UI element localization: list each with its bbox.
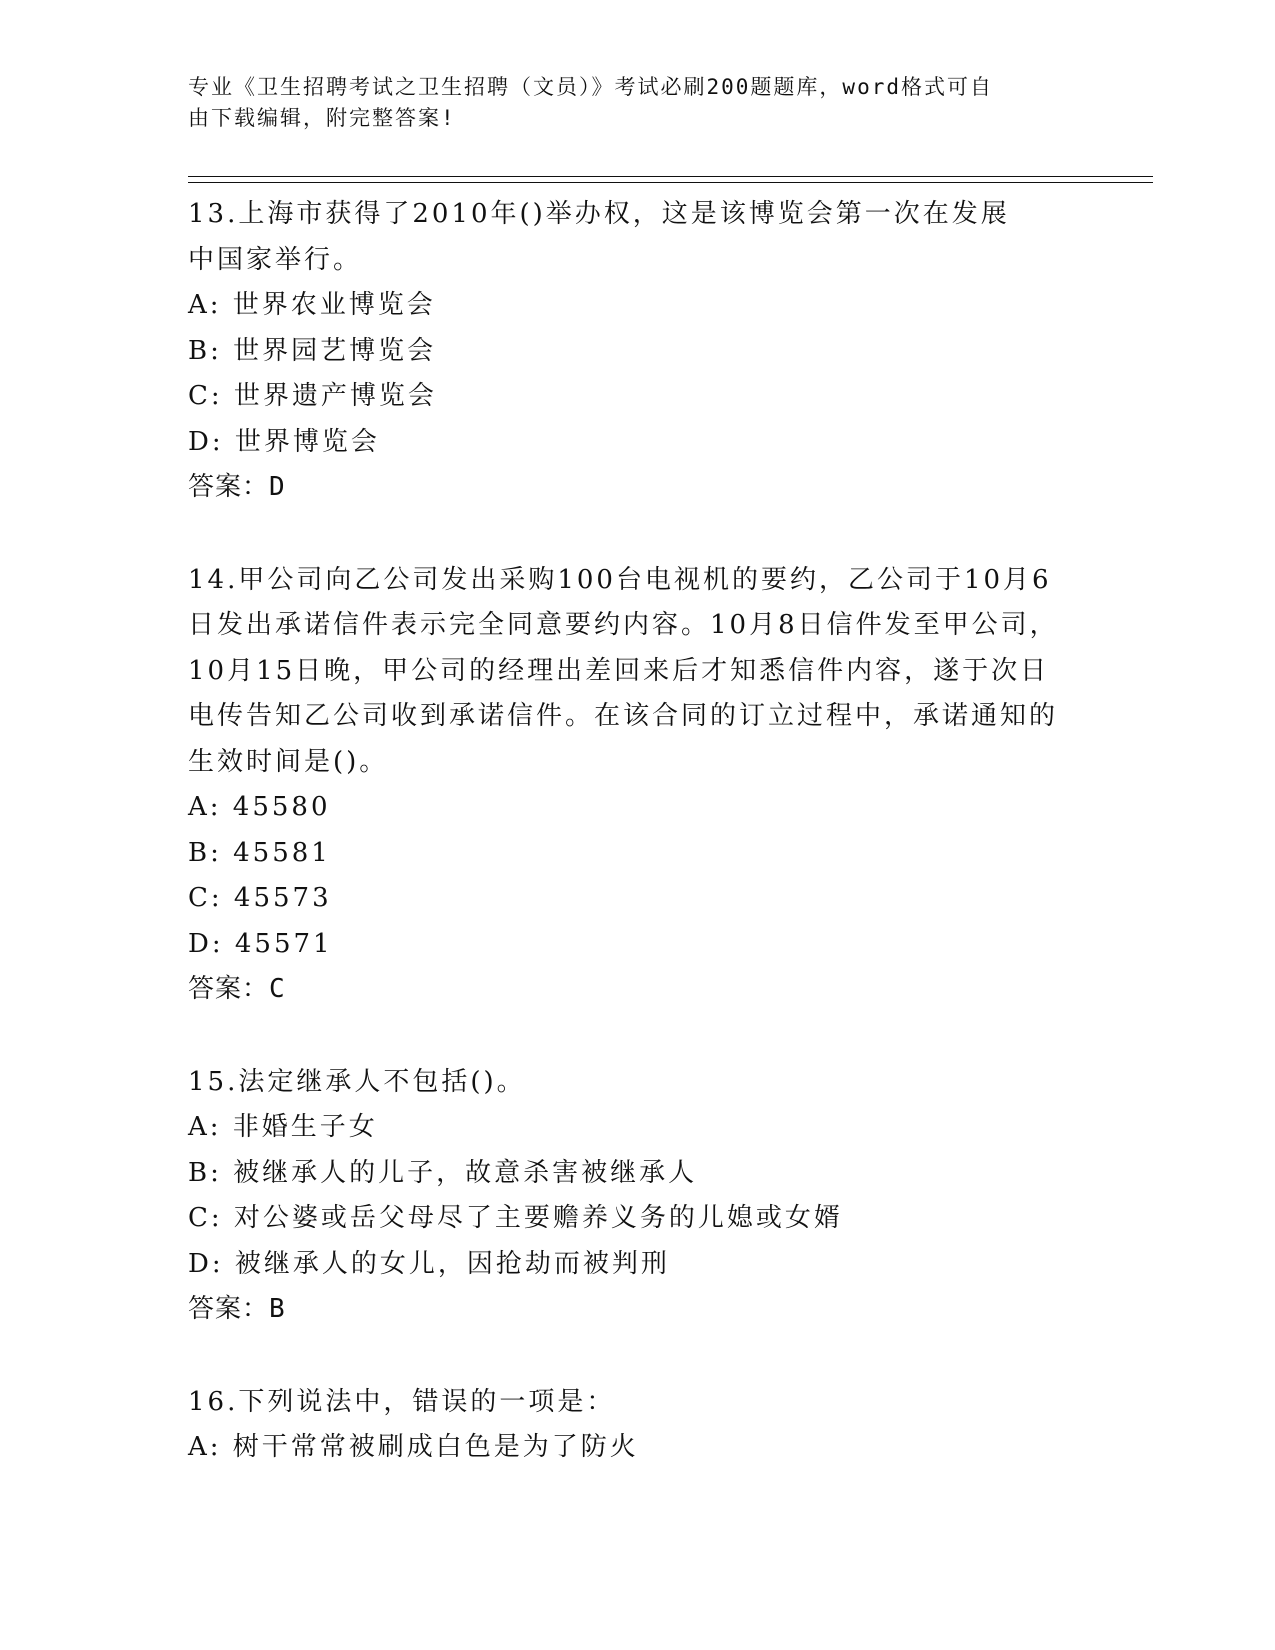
question-list	[188, 192, 1088, 1471]
option-d: D: 世界博览会	[188, 426, 380, 457]
header-rule-top	[188, 176, 1153, 177]
option-a: A: 非婚生子女	[188, 1112, 378, 1142]
option-d: D: 45571	[188, 928, 333, 959]
question-stem: 16.下列说法中，错误的一项是：	[188, 1386, 616, 1417]
document-header	[188, 72, 1068, 134]
question-stem: 13.上海市获得了2010年()举办权，这是该博览会第一次在发展中国家举行。	[188, 199, 1010, 275]
question-13	[188, 192, 1088, 511]
option-c: C: 45573	[188, 883, 332, 913]
answer: 答案：D	[188, 472, 286, 502]
question-15	[188, 1060, 1088, 1333]
option-c: C: 对公婆或岳父母尽了主要赡养义务的儿媳或女婿	[188, 1203, 843, 1233]
answer: 答案：C	[188, 974, 286, 1004]
option-d: D: 被继承人的女儿，因抢劫而被判刑	[188, 1248, 670, 1279]
option-a: A: 树干常常被刷成白色是为了防火	[188, 1432, 639, 1462]
header-line-1: 专业《卫生招聘考试之卫生招聘（文员）》考试必刷200题题库，word格式可自	[188, 75, 993, 99]
option-a: A: 45580	[188, 792, 331, 822]
option-c: C: 世界遗产博览会	[188, 381, 437, 411]
answer: 答案：B	[188, 1294, 286, 1324]
question-stem: 14.甲公司向乙公司发出采购100台电视机的要约，乙公司于10月6日发出承诺信件表示完全同意要约内容。10月8日信件发至甲公司，10月15日晚，甲公司的经理出差回来后才知悉信件内容，遂于次日电传告知乙公司收到承诺信件。在该合同的订立过程中，承诺通知的生效时间是()。	[188, 564, 1059, 777]
option-b: B: 世界园艺博览会	[188, 335, 437, 366]
header-line-2: 由下载编辑，附完整答案!	[188, 106, 456, 130]
option-a: A: 世界农业博览会	[188, 290, 436, 320]
question-stem: 15.法定继承人不包括()。	[188, 1066, 526, 1097]
question-16	[188, 1380, 1088, 1471]
option-b: B: 45581	[188, 837, 331, 868]
question-14	[188, 558, 1088, 1013]
header-rule-bottom	[188, 182, 1153, 183]
option-b: B: 被继承人的儿子，故意杀害被继承人	[188, 1157, 698, 1188]
